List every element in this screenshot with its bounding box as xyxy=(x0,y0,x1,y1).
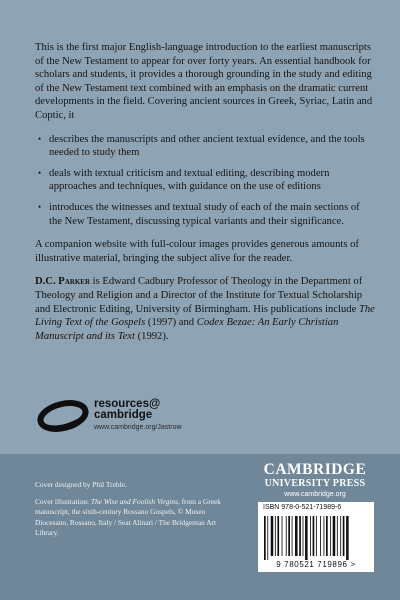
resources-cambridge-swoosh-icon xyxy=(36,398,90,434)
barcode-bar xyxy=(275,516,276,556)
barcode-bar xyxy=(326,516,328,556)
barcode-bar xyxy=(271,516,274,556)
book-title-living-text: The Living Text of the Gospels xyxy=(35,303,375,329)
isbn-barcode xyxy=(258,502,374,572)
barcode-bar xyxy=(299,516,301,556)
companion-website-note: A companion website with full-colour images provides generous amounts of illustrative material, bringing the subject alive for the reader. xyxy=(35,239,359,264)
barcode-bar xyxy=(316,516,317,556)
barcode-bar xyxy=(264,516,266,560)
publisher-name-line2: UNIVERSITY PRESS xyxy=(264,478,366,489)
blurb-bullet-list xyxy=(35,133,375,229)
bullet-dot-icon: • xyxy=(38,201,42,212)
barcode-bar xyxy=(333,516,336,556)
barcode-bar xyxy=(337,516,338,556)
bullet-item: • deals with textual criticism and textual editing, describing modern approaches and techniques, with guidance on the use of editions xyxy=(38,167,330,193)
blurb-intro: This is the first major English-language introduction to the earliest manuscripts of the New Testament to appear for over forty years. An essential handbook for scholars and students, it provides a thorough grounding in the study and editing of the New Testament text combined with an emphasis on the dramatic current developments in the field. Covering ancient sources in Greek, Syriac, Latin and Coptic, it xyxy=(35,42,373,121)
barcode-icon xyxy=(264,516,368,560)
barcode-bar xyxy=(324,516,325,556)
barcode-bar xyxy=(282,516,283,556)
barcode-bar xyxy=(346,516,349,560)
book-title-codex-bezae: Codex Bezae: An Early Christian Manuscript and its Text xyxy=(35,317,339,342)
resources-brand-text: resources@ cambridge xyxy=(94,398,161,421)
barcode-bar xyxy=(340,516,341,556)
resources-url: www.cambridge.org/Jastrow xyxy=(94,424,182,431)
barcode-bar xyxy=(277,516,279,556)
barcode-bar xyxy=(292,516,293,556)
author-name: D.C. Parker xyxy=(35,276,90,288)
barcode-bar xyxy=(288,516,290,556)
barcode-bar xyxy=(313,516,315,556)
illustration-credit: Cover illustration: The Wise and Foolish Virgins, from a Greek manuscript, the sixth-century Rossano Gospels, © Museo Diocesano, Rossano, Italy / Seat Alinari / The Bridgeman Art Library. xyxy=(35,497,221,537)
bullet-dot-icon: • xyxy=(38,167,42,178)
designer-credit: Cover designed by Phil Treble. xyxy=(35,480,127,489)
cover-credits xyxy=(35,480,235,545)
bullet-dot-icon: • xyxy=(38,133,42,144)
resources-cambridge-logo xyxy=(36,396,236,438)
blurb-text xyxy=(35,41,375,353)
barcode-bar xyxy=(295,516,298,556)
barcode-bar xyxy=(330,516,331,556)
publisher-website: www.cambridge.org xyxy=(284,491,346,498)
barcode-bar xyxy=(320,516,321,556)
barcode-bar xyxy=(267,516,268,560)
barcode-digits: 9 780521 719896 > xyxy=(260,560,372,570)
barcode-bar xyxy=(310,516,311,556)
isbn-text: ISBN 978-0-521-71989-6 xyxy=(263,504,342,511)
barcode-bar xyxy=(303,516,304,556)
bullet-item: • describes the manuscripts and other ancient textual evidence, and the tools needed to study them xyxy=(38,133,365,159)
barcode-bar xyxy=(286,516,287,556)
publisher-name-line1: CAMBRIDGE xyxy=(263,461,367,478)
barcode-bar xyxy=(305,516,308,560)
bullet-item: • introduces the witnesses and textual study of each of the main sections of the New Testament, discussing typical variants and their significance. xyxy=(38,201,360,227)
publisher-logo xyxy=(256,462,374,500)
barcode-bar xyxy=(343,516,345,556)
author-bio: D.C. Parker is Edward Cadbury Professor of Theology in the Department of Theology and Religion and a Director of the Institute for Textual Scholarship and Electronic Editing, University of Birmingham. His publications include The Living Text of the Gospels (1997) and Codex Bezae: An Early Christian Manuscript and its Text (1992). xyxy=(35,276,375,342)
